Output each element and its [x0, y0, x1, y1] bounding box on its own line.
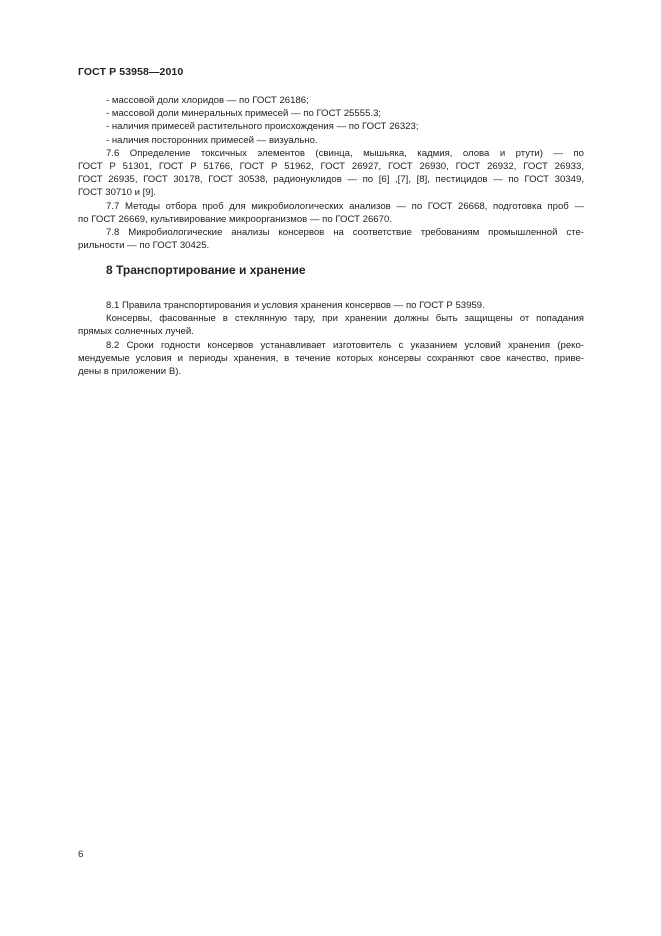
list-item: - наличия примесей растительного происхождения — по ГОСТ 26323; — [106, 121, 419, 133]
list-item: - массовой доли минеральных примесей — по ГОСТ 25555.3; — [106, 108, 382, 120]
paragraph-7-7-line: по ГОСТ 26669, культивирование микроорганизмов — по ГОСТ 26670. — [78, 213, 392, 225]
list-item: - массовой доли хлоридов — по ГОСТ 26186; — [106, 95, 309, 106]
paragraph-8-1-line: 8.1 Правила транспортирования и условия хранения консервов — по ГОСТ Р 53959. — [106, 300, 485, 311]
paragraph-7-8-line: 7.8 Микробиологические анализы консервов на соответствие требованиям промышленной сте- — [106, 227, 584, 239]
section-8-body — [78, 299, 584, 378]
list-item: - наличия посторонних примесей — визуально. — [106, 134, 318, 146]
paragraph-7-6-line: ГОСТ 26935, ГОСТ 30178, ГОСТ 30538, радионуклидов — по [6] ,[7], [8], пестицидов — по ГОСТ 30349, — [78, 174, 584, 186]
paragraph-7-6-line: ГОСТ 30710 и [9]. — [78, 187, 156, 199]
paragraph-7-6-line: 7.6 Определение токсичных элементов (свинца, мышьяка, кадмия, олова и ртути) — по — [106, 147, 584, 159]
document-header: ГОСТ Р 53958—2010 — [78, 66, 184, 78]
paragraph-8-2-line: дены в приложении В). — [78, 366, 182, 378]
section-7-continuation — [78, 94, 584, 252]
section-8-title: 8 Транспортирование и хранение — [106, 263, 306, 277]
page-number: 6 — [78, 849, 84, 860]
paragraph-7-6-line: ГОСТ Р 51301, ГОСТ Р 51766, ГОСТ Р 51962, ГОСТ 26927, ГОСТ 26930, ГОСТ 26932, ГОСТ 26933, — [78, 161, 584, 173]
paragraph-8-2-line: мендуемые условия и периоды хранения, в течение которых консервы сохраняют свое качество, приве- — [78, 352, 584, 364]
paragraph-8-1b-line: прямых солнечных лучей. — [78, 326, 194, 338]
paragraph-8-1b-line: Консервы, фасованные в стеклянную тару, при хранении должны быть защищены от попадания — [106, 313, 584, 325]
paragraph-8-2-line: 8.2 Сроки годности консервов устанавливает изготовитель с указанием условий хранения (реко- — [106, 339, 584, 351]
paragraph-7-7-line: 7.7 Методы отбора проб для микробиологических анализов — по ГОСТ 26668, подготовка проб — — [106, 200, 584, 212]
paragraph-7-8-line: рильности — по ГОСТ 30425. — [78, 240, 210, 252]
